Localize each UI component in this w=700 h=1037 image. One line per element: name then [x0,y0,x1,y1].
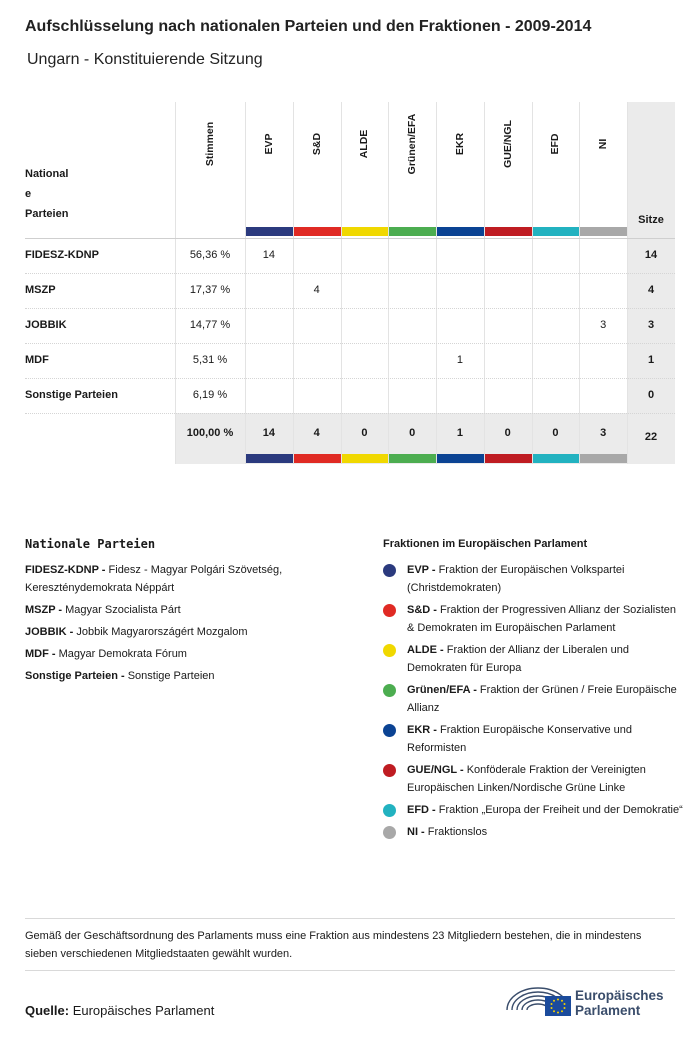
groups-legend-title: Fraktionen im Europäischen Parlament [383,538,588,550]
legend-name: Fraktion der Europäischen Volkspartei (Christdemokraten) [407,564,625,594]
national-party-legend-item [25,601,345,619]
group-color-bar [580,227,627,236]
group-header-label: NI [597,138,610,150]
group-header-label: EFD [549,133,562,155]
legend-name: Konföderale Fraktion der Vereinigten Europäischen Linken/Nordische Grüne Linke [407,764,646,794]
legend-abbr: JOBBIK - [25,626,74,638]
row-divider [25,413,675,414]
group-header-label: GUE/NGL [501,120,514,168]
group-header-label: Grünen/EFA [406,113,419,175]
group-legend-item [383,721,683,757]
legend-name: Magyar Demokrata Fórum [55,648,187,660]
group-header-label: EVP [262,133,275,155]
legend-name: Fraktion „Europa der Freiheit und der Demokratie“ [435,804,683,816]
group-column-header [293,102,341,238]
national-parties-legend [25,561,345,689]
party-name: FIDESZ-KDNP [25,248,99,261]
group-legend-item [383,823,683,841]
group-color-dot-icon [383,684,396,697]
vote-share: 6,19 % [192,388,228,401]
group-color-bar [485,227,532,236]
party-name: MDF [25,353,49,366]
group-column-header [484,102,532,238]
legend-name: Fraktionslos [424,826,488,838]
party-name: JOBBIK [25,318,67,331]
group-color-bar [342,227,389,236]
national-party-legend-item [25,561,345,597]
divider [25,918,675,919]
seat-count: 1 [456,353,463,366]
legend-name: Fraktion Europäische Konservative und Reformisten [407,724,633,754]
group-total: 0 [409,427,416,439]
legend-name: Magyar Szocialista Párt [62,604,181,616]
source-line [25,1003,214,1018]
group-legend-item [383,601,683,637]
legend-name: Fraktion der Allianz der Liberalen und Demokraten für Europa [407,644,629,674]
group-legend-item [383,761,683,797]
seat-count: 4 [313,283,320,296]
group-legend-item [383,641,683,677]
group-color-dot-icon [383,764,396,777]
group-color-bar [246,227,293,236]
total-seats: 4 [647,283,655,296]
legend-abbr: S&D - [407,604,437,616]
group-column-header [388,102,436,238]
legend-abbr: GUE/NGL - [407,764,464,776]
grand-total: 22 [644,431,658,443]
group-color-bar [533,454,580,463]
group-total: 0 [552,427,559,439]
vote-share: 5,31 % [192,353,228,366]
group-color-bar [389,227,436,236]
vote-share: 56,36 % [189,248,231,261]
divider [25,970,675,971]
group-color-bar [437,227,484,236]
group-color-bar [485,454,532,463]
group-column-header [579,102,627,238]
row-divider [25,378,675,379]
logo-text [575,988,664,1018]
legend-name: Sonstige Parteien [124,670,215,682]
group-color-dot-icon [383,804,396,817]
total-seats: 14 [644,248,658,261]
legend-abbr: MDF - [25,648,56,660]
legend-name: Fidesz - Magyar Polgári Szövetség, Kereszténydemokrata Néppárt [25,564,283,594]
group-legend-item [383,561,683,597]
group-column-header [436,102,484,238]
seat-count: 14 [262,248,275,261]
group-total: 3 [600,427,607,439]
legend-name: Fraktion der Progressiven Allianz der Sozialisten & Demokraten im Europäischen Parlament [407,604,677,634]
row-divider [25,273,675,274]
source-label: Quelle: [25,1003,70,1018]
group-column-header [532,102,580,238]
group-total: 0 [504,427,511,439]
page-subtitle: Ungarn - Konstituierende Sitzung [27,51,263,68]
group-color-dot-icon [383,724,396,737]
group-color-bar [437,454,484,463]
group-color-bar [246,454,293,463]
party-header-line: e [25,188,32,200]
seat-count: 3 [600,318,607,331]
group-header-label: EKR [453,132,466,156]
party-column-header [25,164,85,224]
row-divider [25,238,675,239]
legend-abbr: ALDE - [407,644,444,656]
legend-name: Fraktion der Grünen / Freie Europäische Allianz [407,684,677,714]
group-total: 0 [361,427,368,439]
group-legend-item [383,681,683,717]
total-vote-share: 100,00 % [186,427,234,439]
total-seats: 3 [647,318,655,331]
legend-abbr: EKR - [407,724,437,736]
legend-abbr: EVP - [407,564,436,576]
vote-share: 17,37 % [189,283,231,296]
group-total: 14 [262,427,275,439]
group-color-bar [533,227,580,236]
seats-column-header: Sitze [638,214,664,226]
row-divider [25,343,675,344]
legend-abbr: Grünen/EFA - [407,684,477,696]
group-color-bar [294,227,341,236]
total-seats: 0 [647,388,655,401]
national-parties-legend-title: Nationale Parteien [25,537,156,551]
legend-abbr: NI - [407,826,425,838]
group-header-label: ALDE [358,129,371,159]
group-color-dot-icon [383,564,396,577]
national-party-legend-item [25,667,345,685]
votes-column-header [175,102,245,238]
legend-abbr: MSZP - [25,604,63,616]
legend-abbr: EFD - [407,804,436,816]
group-total: 1 [456,427,463,439]
legend-abbr: Sonstige Parteien - [25,670,125,682]
groups-legend [383,561,683,845]
note-text: Gemäß der Geschäftsordnung des Parlaments muss eine Fraktion aus mindestens 23 Mitgliedern bestehen, die in mindestens sieben verschiedenen Mitgliedstaaten gewählt wurden. [25,930,642,960]
group-color-bar [342,454,389,463]
group-color-bar [580,454,627,463]
group-color-dot-icon [383,826,396,839]
logo-line-2: Parlament [575,1003,641,1018]
parliament-hemicycle-icon [505,980,571,1022]
ep-logo [505,980,677,1022]
group-header-label: S&D [310,132,323,156]
group-legend-item [383,801,683,819]
legend-name: Jobbik Magyarországért Mozgalom [73,626,248,638]
national-party-legend-item [25,623,345,641]
party-name: Sonstige Parteien [25,388,118,401]
row-divider [25,308,675,309]
group-column-header [245,102,293,238]
legend-abbr: FIDESZ-KDNP - [25,564,106,576]
national-party-legend-item [25,645,345,663]
group-total: 4 [313,427,320,439]
logo-line-1: Europäisches [575,988,664,1003]
total-seats: 1 [647,353,655,366]
vote-share: 14,77 % [189,318,231,331]
group-color-dot-icon [383,604,396,617]
page-title: Aufschlüsselung nach nationalen Parteien und den Fraktionen - 2009-2014 [25,18,592,35]
group-color-bar [389,454,436,463]
party-header-line: Parteien [25,208,69,220]
party-header-line: National [25,168,69,180]
group-color-dot-icon [383,644,396,657]
party-name: MSZP [25,283,56,296]
group-column-header [341,102,389,238]
votes-header-label: Stimmen [204,121,216,167]
source-value: Europäisches Parlament [72,1003,215,1018]
results-table [25,102,675,464]
group-color-bar [294,454,341,463]
